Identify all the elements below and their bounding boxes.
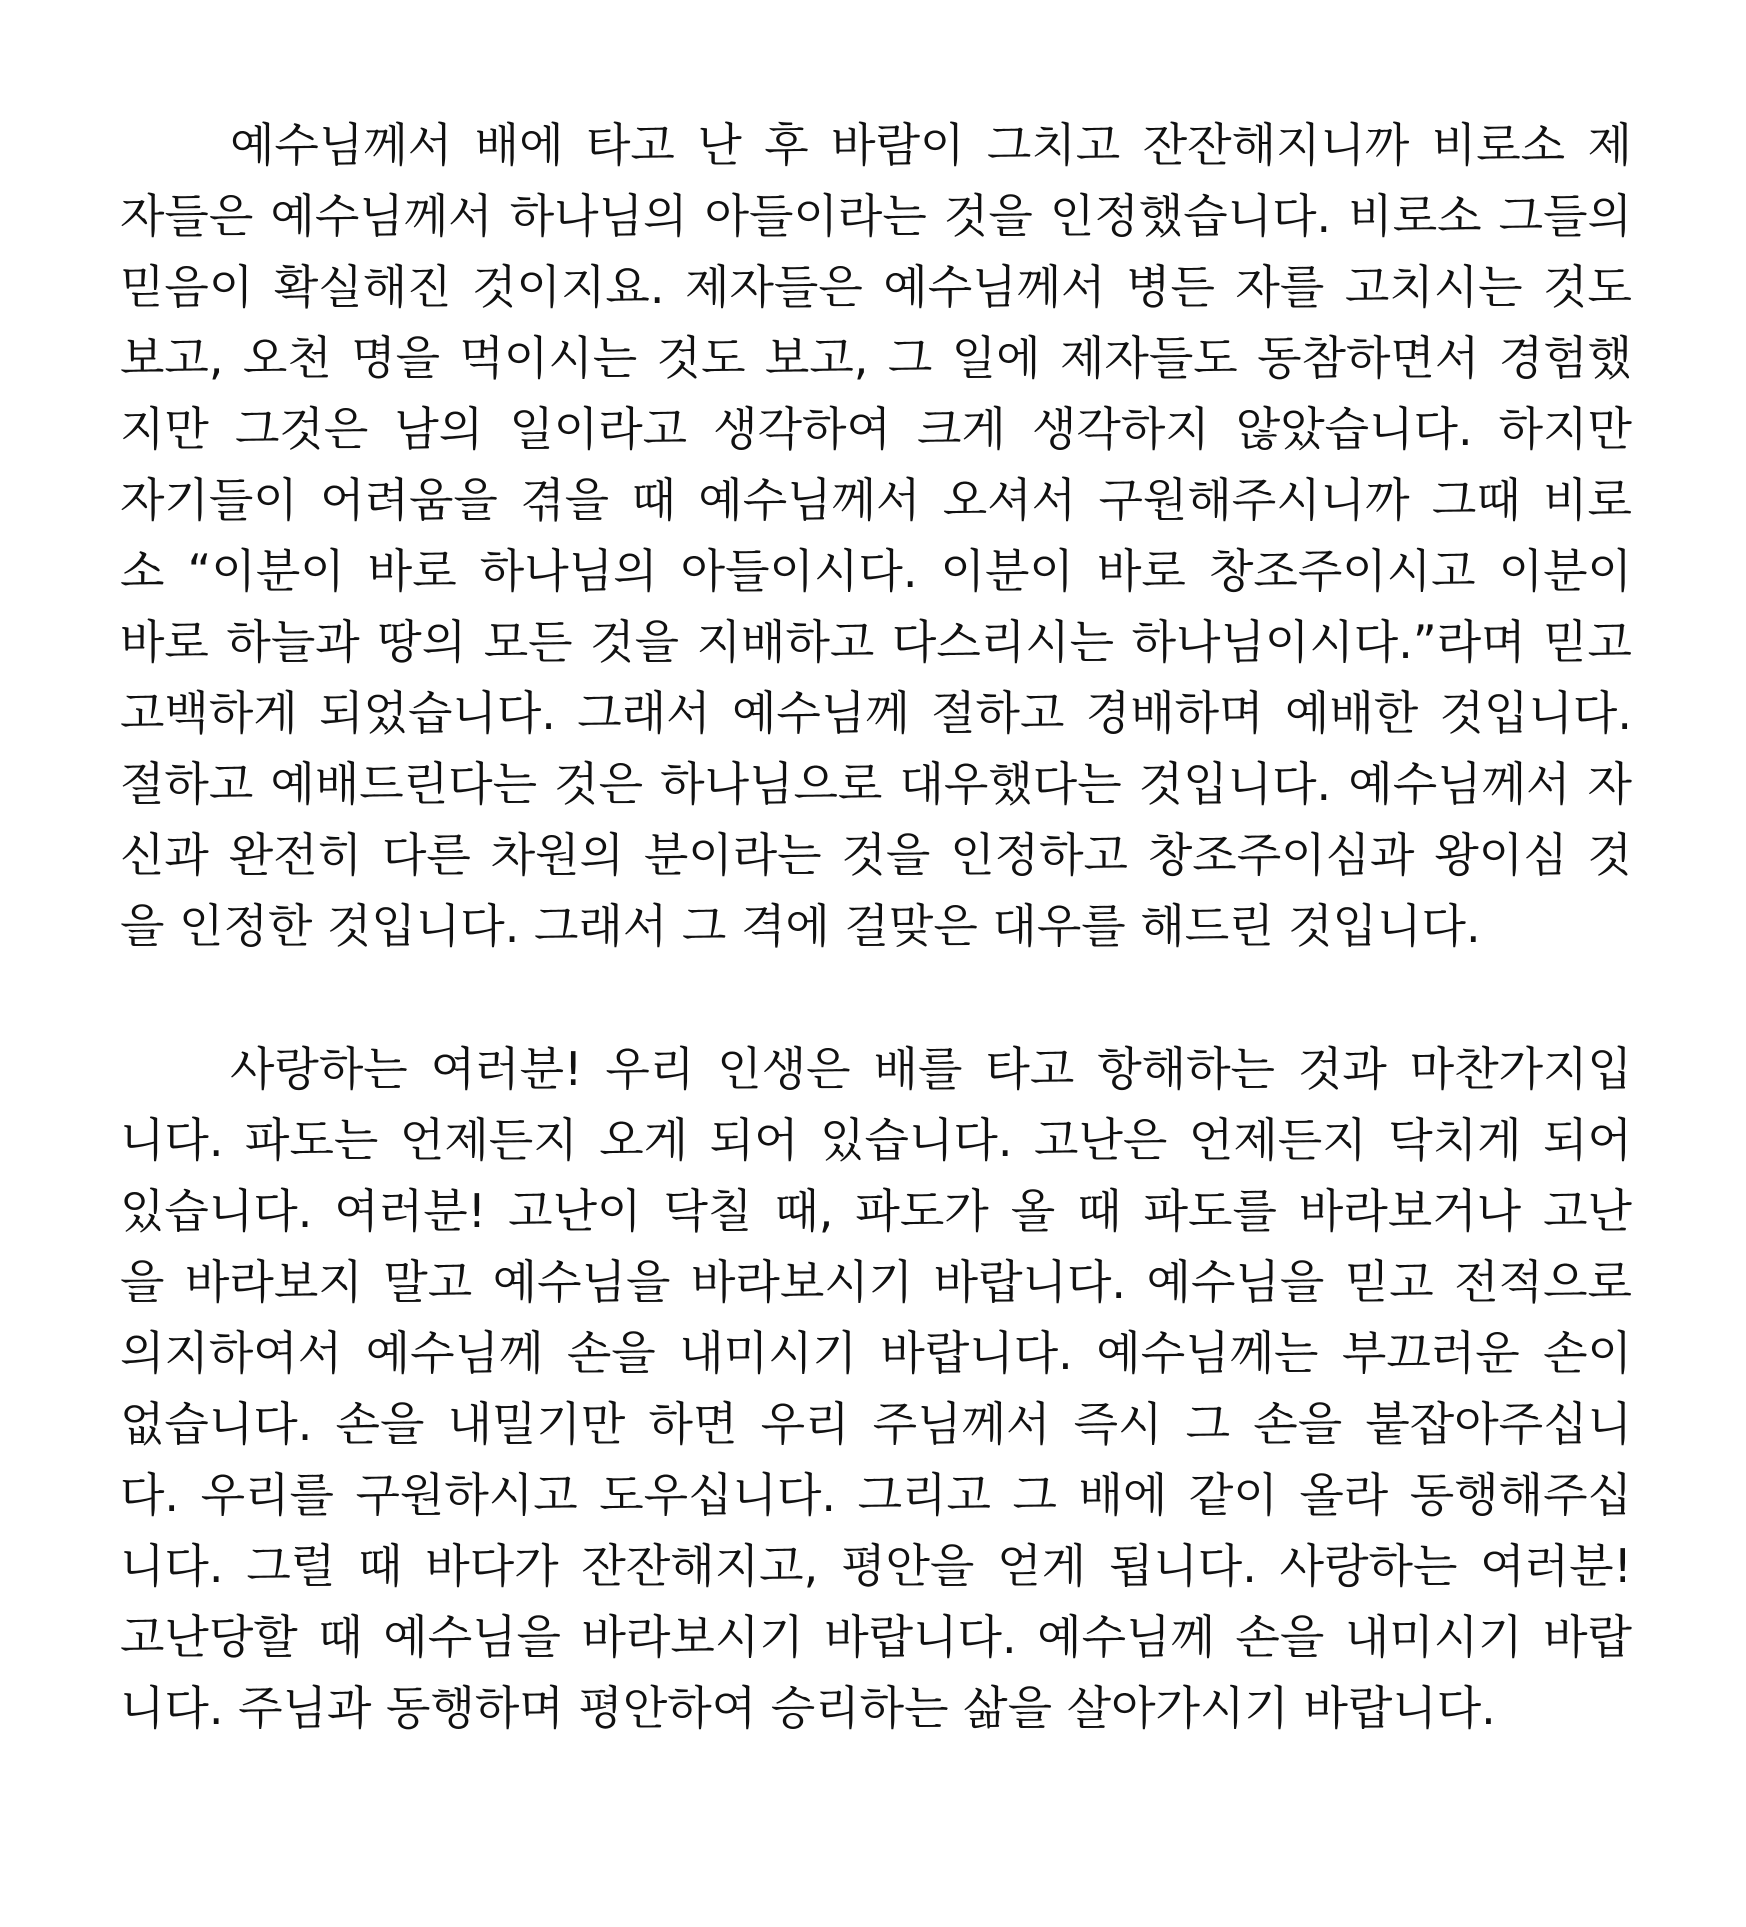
paragraph-1-line: 믿음이 확실해진 것이지요. 제자들은 예수님께서 병든 자를 고치시는 것도 (120, 260, 1632, 314)
paragraph-2-line: 니다. 그럴 때 바다가 잔잔해지고, 평안을 얻게 됩니다. 사랑하는 여러분! (120, 1539, 1632, 1593)
paragraph-2-line: 다. 우리를 구원하시고 도우십니다. 그리고 그 배에 같이 올라 동행해주십 (120, 1468, 1632, 1522)
paragraph-2-line: 고난당할 때 예수님을 바라보시기 바랍니다. 예수님께 손을 내미시기 바랍 (120, 1610, 1632, 1664)
paragraph-1 (120, 110, 1632, 962)
paragraph-1-line: 바로 하늘과 땅의 모든 것을 지배하고 다스리시는 하나님이시다.”라며 믿고 (120, 615, 1632, 669)
paragraph-1-line: 소 “이분이 바로 하나님의 아들이시다. 이분이 바로 창조주이시고 이분이 (120, 544, 1632, 598)
paragraph-1-line: 절하고 예배드린다는 것은 하나님으로 대우했다는 것입니다. 예수님께서 자 (120, 757, 1632, 811)
paragraph-2-line: 없습니다. 손을 내밀기만 하면 우리 주님께서 즉시 그 손을 붙잡아주십니 (120, 1397, 1632, 1451)
paragraph-1-line: 신과 완전히 다른 차원의 분이라는 것을 인정하고 창조주이심과 왕이심 것 (120, 828, 1632, 882)
paragraph-1-line: 고백하게 되었습니다. 그래서 예수님께 절하고 경배하며 예배한 것입니다. (120, 686, 1632, 740)
paragraph-2-line: 을 바라보지 말고 예수님을 바라보시기 바랍니다. 예수님을 믿고 전적으로 (120, 1255, 1632, 1309)
paragraph-1-line: 자기들이 어려움을 겪을 때 예수님께서 오셔서 구원해주시니까 그때 비로 (120, 473, 1632, 527)
paragraph-2 (120, 1034, 1632, 1744)
paragraph-1-line: 을 인정한 것입니다. 그래서 그 격에 걸맞은 대우를 해드린 것입니다. (120, 899, 1481, 953)
paragraph-2-line: 사랑하는 여러분! 우리 인생은 배를 타고 항해하는 것과 마찬가지입 (230, 1042, 1632, 1096)
paragraph-1-line: 예수님께서 배에 타고 난 후 바람이 그치고 잔잔해지니까 비로소 제 (230, 118, 1632, 172)
paragraph-2-line: 있습니다. 여러분! 고난이 닥칠 때, 파도가 올 때 파도를 바라보거나 고난 (120, 1184, 1632, 1238)
paragraph-2-line: 니다. 파도는 언제든지 오게 되어 있습니다. 고난은 언제든지 닥치게 되어 (120, 1113, 1632, 1167)
paragraph-divider (120, 962, 1632, 1034)
paragraph-2-line: 의지하여서 예수님께 손을 내미시기 바랍니다. 예수님께는 부끄러운 손이 (120, 1326, 1632, 1380)
paragraph-2-line: 니다. 주님과 동행하며 평안하여 승리하는 삶을 살아가시기 바랍니다. (120, 1681, 1496, 1735)
document-page (120, 110, 1632, 1744)
paragraph-1-line: 지만 그것은 남의 일이라고 생각하여 크게 생각하지 않았습니다. 하지만 (120, 402, 1632, 456)
paragraph-1-line: 자들은 예수님께서 하나님의 아들이라는 것을 인정했습니다. 비로소 그들의 (120, 189, 1632, 243)
paragraph-1-line: 보고, 오천 명을 먹이시는 것도 보고, 그 일에 제자들도 동참하면서 경험했 (120, 331, 1632, 385)
